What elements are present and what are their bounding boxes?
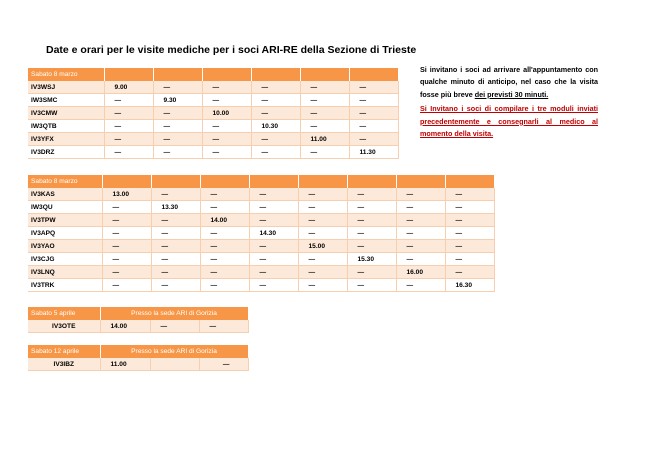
slot-cell: — — [347, 201, 396, 214]
callsign: IV3DRZ — [28, 146, 104, 159]
slot-cell: — — [251, 133, 300, 146]
table-row — [28, 279, 494, 292]
table-row — [28, 94, 398, 107]
slot-cell: — — [445, 240, 494, 253]
slot-cell: 11.30 — [349, 146, 398, 159]
table-header — [28, 345, 248, 358]
slot-cell: — — [349, 81, 398, 94]
table-row — [28, 253, 494, 266]
table-header — [28, 307, 248, 320]
table-row — [28, 107, 398, 120]
slot-cell: — — [104, 107, 153, 120]
callsign: IV3YAO — [28, 240, 102, 253]
slot-cell: — — [251, 107, 300, 120]
slot-cell: — — [349, 120, 398, 133]
slot-cell: — — [104, 94, 153, 107]
slot-cell: — — [249, 279, 298, 292]
table-row — [28, 201, 494, 214]
slot-cell: — — [396, 227, 445, 240]
slot-cell — [150, 358, 199, 371]
slot-cell: — — [300, 120, 349, 133]
slot-cell: — — [200, 227, 249, 240]
slot-cell: — — [249, 201, 298, 214]
callsign: IV3CJG — [28, 253, 102, 266]
schedule-table-3 — [28, 307, 249, 333]
callsign: IV3LNQ — [28, 266, 102, 279]
slot-cell: — — [347, 279, 396, 292]
slot-cell: — — [200, 188, 249, 201]
slot-cell: — — [251, 94, 300, 107]
slot-cell: — — [199, 358, 248, 371]
slot-cell: — — [396, 214, 445, 227]
slot-cell: — — [347, 188, 396, 201]
slot-cell: — — [445, 188, 494, 201]
slot-cell: 16.30 — [445, 279, 494, 292]
slot-cell: 15.30 — [347, 253, 396, 266]
callsign: IV3APQ — [28, 227, 102, 240]
slot-cell: — — [151, 188, 200, 201]
date-label: Sabato 8 marzo — [28, 175, 102, 188]
callsign: IV3TPW — [28, 214, 102, 227]
slot-cell: — — [396, 188, 445, 201]
slot-cell: — — [249, 253, 298, 266]
slot-cell: — — [396, 201, 445, 214]
slot-cell: — — [104, 133, 153, 146]
forms-note: Si Invitano i soci di compilare i tre moduli inviati precedentemente e consegnarli al medico al momento della visita. — [420, 104, 598, 139]
slot-cell: — — [445, 266, 494, 279]
slot-cell: — — [202, 94, 251, 107]
slot-cell: — — [347, 227, 396, 240]
slot-cell: — — [396, 253, 445, 266]
slot-cell: — — [251, 146, 300, 159]
location-label: Presso la sede ARI di Gorizia — [100, 345, 248, 358]
date-label: Sabato 12 aprile — [28, 345, 100, 358]
callsign: IV3KAS — [28, 188, 102, 201]
slot-cell: — — [298, 201, 347, 214]
slot-cell: — — [445, 227, 494, 240]
callsign: IV3CMW — [28, 107, 104, 120]
schedule-table-4 — [28, 345, 249, 371]
slot-cell: — — [153, 146, 202, 159]
slot-cell: — — [298, 227, 347, 240]
slot-cell: — — [151, 214, 200, 227]
table-row — [28, 81, 398, 94]
slot-cell: — — [102, 240, 151, 253]
callsign: IV3OTE — [28, 320, 100, 333]
table-row — [28, 240, 494, 253]
table-row — [28, 120, 398, 133]
slot-cell: 14.30 — [249, 227, 298, 240]
slot-cell: — — [396, 279, 445, 292]
instructions-note — [420, 64, 598, 140]
arrival-note: Si invitano i soci ad arrivare all'appuntamento con qualche minuto di anticipo, nel caso che la visita fosse più breve dei previsti 30 minuti. — [420, 65, 598, 99]
slot-cell: — — [298, 188, 347, 201]
slot-cell: — — [102, 201, 151, 214]
slot-cell: 11.00 — [100, 358, 150, 371]
slot-cell: — — [200, 253, 249, 266]
slot-cell: — — [300, 94, 349, 107]
slot-cell: — — [445, 214, 494, 227]
callsign: IV3TRK — [28, 279, 102, 292]
slot-cell: — — [298, 253, 347, 266]
slot-cell: — — [249, 214, 298, 227]
slot-cell: — — [151, 240, 200, 253]
slot-cell: — — [202, 146, 251, 159]
slot-cell: — — [300, 81, 349, 94]
callsign: IV3IBZ — [28, 358, 100, 371]
slot-cell: — — [200, 240, 249, 253]
callsign: IV3YFX — [28, 133, 104, 146]
slot-cell: 16.00 — [396, 266, 445, 279]
slot-cell: 14.00 — [200, 214, 249, 227]
slot-cell: — — [151, 266, 200, 279]
slot-cell: — — [347, 266, 396, 279]
date-label: Sabato 8 marzo — [28, 68, 104, 81]
slot-cell: 13.30 — [151, 201, 200, 214]
date-label: Sabato 5 aprile — [28, 307, 100, 320]
table-row — [28, 266, 494, 279]
slot-cell: 10.00 — [202, 107, 251, 120]
schedule-table-2 — [28, 175, 495, 292]
slot-cell: — — [347, 240, 396, 253]
slot-cell: — — [153, 81, 202, 94]
slot-cell: — — [153, 120, 202, 133]
slot-cell: — — [396, 240, 445, 253]
slot-cell: — — [151, 279, 200, 292]
slot-cell: — — [300, 107, 349, 120]
table-header — [28, 68, 398, 81]
slot-cell: — — [349, 94, 398, 107]
slot-cell: — — [349, 133, 398, 146]
slot-cell: — — [104, 120, 153, 133]
slot-cell: 9.30 — [153, 94, 202, 107]
slot-cell: — — [298, 266, 347, 279]
schedule-table-1 — [28, 68, 399, 159]
slot-cell: — — [102, 227, 151, 240]
table-header — [28, 175, 494, 188]
slot-cell: — — [200, 266, 249, 279]
slot-cell: — — [347, 214, 396, 227]
slot-cell: — — [300, 146, 349, 159]
slot-cell: 11.00 — [300, 133, 349, 146]
table-row — [28, 214, 494, 227]
table-row — [28, 188, 494, 201]
slot-cell: — — [298, 279, 347, 292]
slot-cell: — — [153, 107, 202, 120]
slot-cell: — — [150, 320, 199, 333]
callsign: IW3QU — [28, 201, 102, 214]
callsign: IV3WSJ — [28, 81, 104, 94]
slot-cell: — — [249, 240, 298, 253]
slot-cell: — — [202, 120, 251, 133]
table-row — [28, 133, 398, 146]
slot-cell: — — [445, 253, 494, 266]
slot-cell: 13.00 — [102, 188, 151, 201]
slot-cell: — — [251, 81, 300, 94]
table-row — [28, 227, 494, 240]
slot-cell: 10.30 — [251, 120, 300, 133]
slot-cell: — — [199, 320, 248, 333]
slot-cell: — — [102, 279, 151, 292]
slot-cell: — — [153, 133, 202, 146]
slot-cell: — — [249, 188, 298, 201]
slot-cell: — — [151, 253, 200, 266]
slot-cell: — — [200, 279, 249, 292]
slot-cell: — — [249, 266, 298, 279]
slot-cell: — — [349, 107, 398, 120]
table-row — [28, 146, 398, 159]
slot-cell: — — [202, 133, 251, 146]
slot-cell: — — [151, 227, 200, 240]
callsign: IW3SMC — [28, 94, 104, 107]
callsign: IW3QTB — [28, 120, 104, 133]
table-row — [28, 358, 248, 371]
slot-cell: 14.00 — [100, 320, 150, 333]
slot-cell: — — [102, 253, 151, 266]
slot-cell: 9.00 — [104, 81, 153, 94]
slot-cell: — — [102, 214, 151, 227]
slot-cell: 15.00 — [298, 240, 347, 253]
slot-cell: — — [200, 201, 249, 214]
slot-cell: — — [445, 201, 494, 214]
location-label: Presso la sede ARI di Gorizia — [100, 307, 248, 320]
duration-note: dei previsti 30 minuti. — [474, 89, 549, 99]
slot-cell: — — [102, 266, 151, 279]
slot-cell: — — [202, 81, 251, 94]
slot-cell: — — [298, 214, 347, 227]
page-title: Date e orari per le visite mediche per i soci ARI-RE della Sezione di Trieste — [46, 44, 417, 56]
table-row — [28, 320, 248, 333]
slot-cell: — — [104, 146, 153, 159]
